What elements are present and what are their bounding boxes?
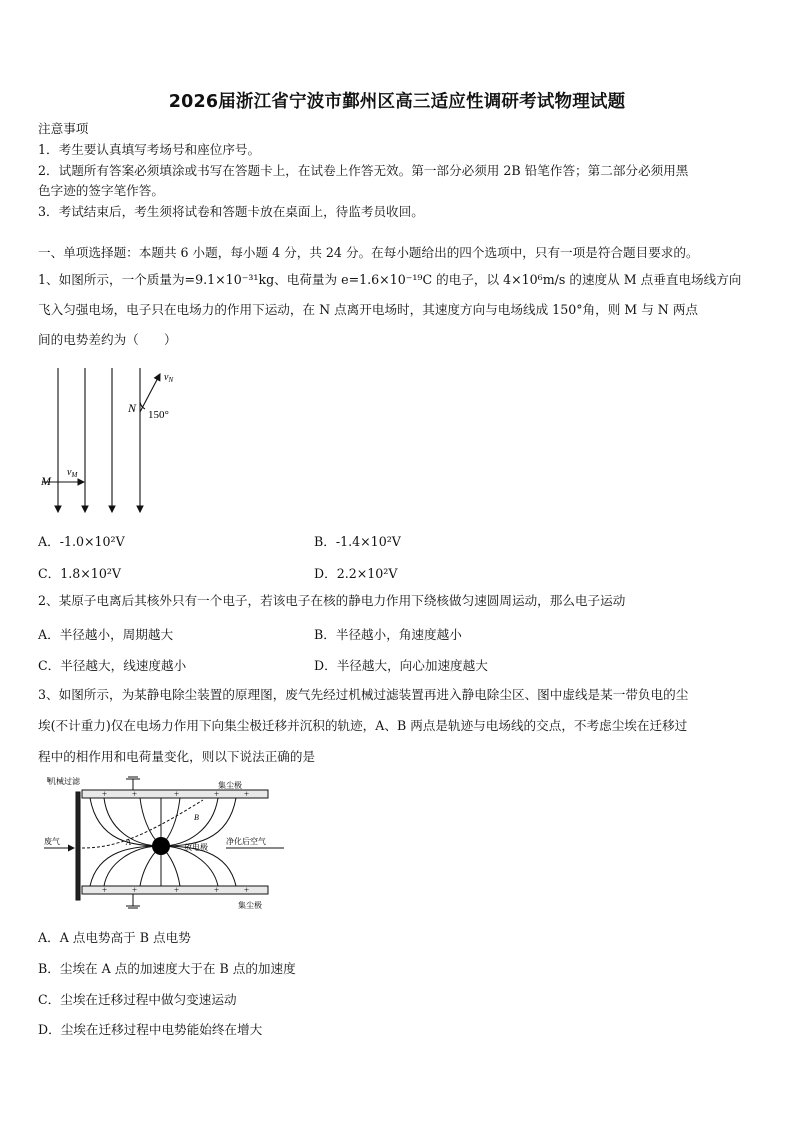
- option-c: C．1.8×10²V: [38, 566, 121, 581]
- question-3-line: 3、如图所示，为某静电除尘装置的原理图，废气先经过机械过滤装置再进入静电除尘区、图中虚线是某一带负电的尘: [38, 687, 689, 702]
- collector-top-label: 集尘极: [218, 781, 242, 790]
- discharge-electrode: [152, 837, 170, 855]
- svg-text:+: +: [102, 789, 108, 799]
- svg-text:+: +: [132, 789, 138, 799]
- question-3-line: 程中的相作用和电荷量变化，则以下说法正确的是: [38, 749, 316, 764]
- option-d: D．半径越大，向心加速度越大: [314, 658, 488, 673]
- svg-text:+: +: [244, 789, 250, 799]
- point-b-label: B: [194, 813, 199, 822]
- notice-item: 1．考生要认真填写考场号和座位序号。: [38, 142, 261, 157]
- option-c: C．尘埃在迁移过程中做匀变速运动: [38, 992, 237, 1007]
- point-m-label: M: [41, 474, 51, 488]
- svg-text:+: +: [132, 885, 138, 895]
- option-a: A．A 点电势高于 B 点电势: [38, 930, 191, 945]
- notice-heading: 注意事项: [38, 121, 89, 136]
- question-3-figure: [38, 774, 288, 916]
- outlet-label: 净化后空气: [226, 837, 266, 846]
- velocity-m-label: $v_M$: [67, 467, 78, 479]
- question-1-figure: [36, 362, 206, 520]
- discharge-label: 放电极: [184, 843, 208, 852]
- filter-plate: [76, 792, 80, 900]
- angle-label: 150°: [148, 409, 169, 421]
- page-title: 2026届浙江省宁波市鄞州区高三适应性调研考试物理试题: [168, 92, 626, 112]
- point-a-label: A: [126, 838, 131, 847]
- section-heading: 一、单项选择题：本题共 6 小题，每小题 4 分，共 24 分。在每小题给出的四个选项中，只有一项是符合题目要求的。: [38, 245, 699, 260]
- inlet-label: 废气: [44, 837, 60, 846]
- svg-text:+: +: [102, 885, 108, 895]
- option-c: C．半径越大，线速度越小: [38, 658, 187, 673]
- svg-text:+: +: [174, 789, 180, 799]
- question-3-line: 埃(不计重力)仅在电场力作用下向集尘极迁移并沉积的轨迹，A、B 两点是轨迹与电场线的交点，不考虑尘埃在迁移过: [38, 718, 688, 733]
- option-b: B．半径越小，角速度越小: [314, 627, 462, 642]
- filter-label: 机械过滤: [48, 777, 80, 786]
- svg-text:+: +: [174, 885, 180, 895]
- question-1-line: 1、如图所示，一个质量为=9.1×10⁻³¹kg、电荷量为 e=1.6×10⁻¹⁹C 的电子，以 4×10⁶m/s 的速度从 M 点垂直电场线方向: [38, 272, 742, 287]
- svg-text:+: +: [214, 789, 220, 799]
- velocity-n-arrow: [140, 374, 160, 412]
- option-b: B．尘埃在 A 点的加速度大于在 B 点的加速度: [38, 961, 296, 976]
- question-1-line: 间的电势差约为（ ）: [38, 332, 177, 347]
- notice-item: 色字迹的签字笔作答。: [38, 183, 164, 198]
- option-d: D．2.2×10²V: [314, 566, 398, 581]
- velocity-n-label: $v_N$: [164, 372, 174, 384]
- notice-item: 3．考试结束后，考生须将试卷和答题卡放在桌面上，待监考员收回。: [38, 204, 424, 219]
- option-d: D．尘埃在迁移过程中电势能始终在增大: [38, 1022, 263, 1037]
- option-a: A．半径越小，周期越大: [38, 627, 174, 642]
- svg-text:+: +: [244, 885, 250, 895]
- question-2-text: 2、某原子电离后其核外只有一个电子，若该电子在核的静电力作用下绕核做匀速圆周运动，那么电子运动: [38, 593, 626, 608]
- option-b: B．-1.4×10²V: [314, 534, 401, 549]
- point-n-label: N: [128, 401, 137, 415]
- question-1-line: 飞入匀强电场，电子只在电场力的作用下运动，在 N 点离开电场时，其速度方向与电场线成 150°角，则 M 与 N 两点: [38, 302, 699, 317]
- option-a: A．-1.0×10²V: [38, 534, 125, 549]
- svg-text:+: +: [214, 885, 220, 895]
- notice-item: 2．试题所有答案必须填涂或书写在答题卡上，在试卷上作答无效。第一部分必须用 2B 铅笔作答；第二部分必须用黑: [38, 163, 689, 178]
- collector-bottom-label: 集尘极: [238, 901, 262, 910]
